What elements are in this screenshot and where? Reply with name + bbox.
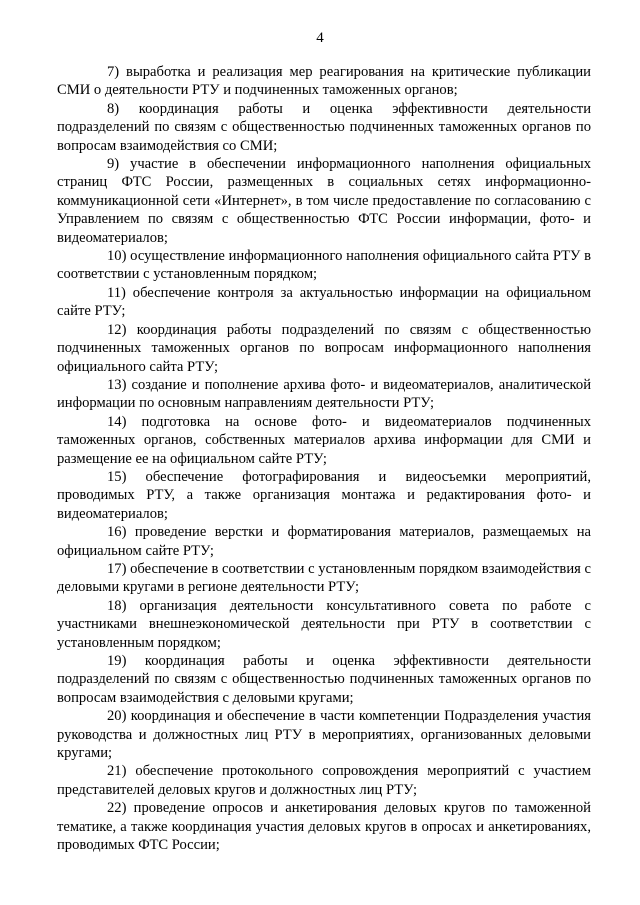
document-body — [57, 63, 591, 854]
paragraph-15: 15) обеспечение фотографирования и видеосъемки мероприятий, проводимых РТУ, а также организация монтажа и редактирования фото- и видеоматериалов; — [57, 468, 591, 522]
paragraph-9: 9) участие в обеспечении информационного наполнения официальных страниц ФТС России, размещенных в социальных сетях информационно-коммуникационной сети «Интернет», в том числе предоставление по согласованию с Управлением по связям с общественностью ФТС России информации, фото- и видеоматериалов; — [57, 156, 591, 246]
paragraph-11: 11) обеспечение контроля за актуальностью информации на официальном сайте РТУ; — [57, 284, 591, 320]
paragraph-22: 22) проведение опросов и анкетирования деловых кругов по таможенной тематике, а также координация участия деловых кругов в опросах и анкетированиях, проводимых ФТС России; — [57, 800, 591, 854]
paragraph-14: 14) подготовка на основе фото- и видеоматериалов подчиненных таможенных органов, собственных материалов архива информации для СМИ и размещение ее на официальном сайте РТУ; — [57, 413, 591, 467]
paragraph-10: 10) осуществление информационного наполнения официального сайта РТУ в соответствии с установленным порядком; — [57, 248, 591, 283]
paragraph-20: 20) координация и обеспечение в части компетенции Подразделения участия руководства и должностных лиц РТУ в мероприятиях, организованных деловыми кругами; — [57, 708, 591, 762]
paragraph-16: 16) проведение верстки и форматирования материалов, размещаемых на официальном сайте РТУ; — [57, 524, 591, 559]
paragraph-8: 8) координация работы и оценка эффективности деятельности подразделений по связям с общественностью подчиненных таможенных органов по вопросам взаимодействия со СМИ; — [57, 100, 591, 154]
paragraph-7: 7) выработка и реализация мер реагирования на критические публикации СМИ о деятельности РТУ и подчиненных таможенных органов; — [57, 64, 591, 99]
paragraph-13: 13) создание и пополнение архива фото- и видеоматериалов, аналитической информации по основным направлениям деятельности РТУ; — [57, 376, 591, 412]
paragraph-12: 12) координация работы подразделений по связям с общественностью подчиненных таможенных органов по вопросам информационного наполнения официального сайта РТУ; — [57, 321, 591, 375]
paragraph-19: 19) координация работы и оценка эффективности деятельности подразделений по связям с общественностью подчиненных таможенных органов по вопросам взаимодействия с деловыми кругами; — [57, 653, 591, 706]
paragraph-21: 21) обеспечение протокольного сопровождения мероприятий с участием представителей деловых кругов и должностных лиц РТУ; — [57, 763, 591, 798]
paragraph-18: 18) организация деятельности консультативного совета по работе с участниками внешнеэкономической деятельности при РТУ в соответствии с установленным порядком; — [57, 597, 591, 651]
page-number: 4 — [316, 30, 324, 46]
paragraph-17: 17) обеспечение в соответствии с установленным порядком взаимодействия с деловыми кругами в регионе деятельности РТУ; — [57, 560, 591, 596]
